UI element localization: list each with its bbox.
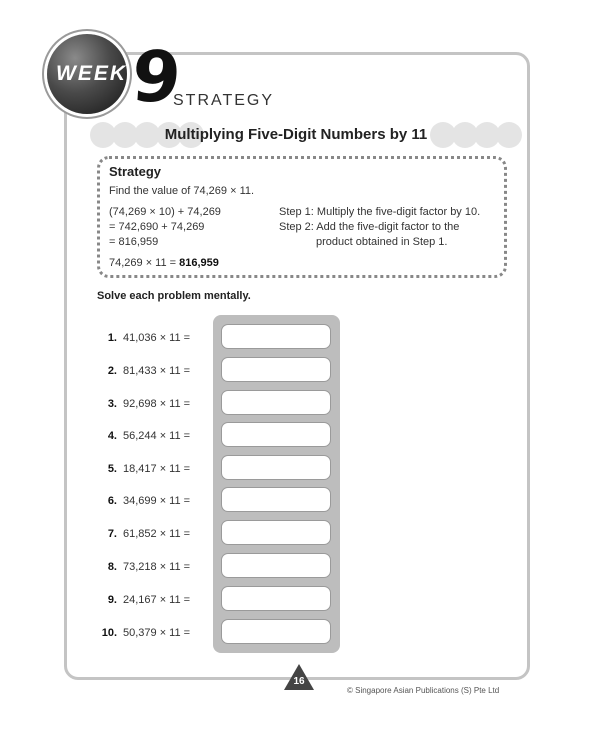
strategy-heading: Strategy: [109, 164, 162, 179]
problem-item: [95, 324, 215, 349]
problem-item: [95, 390, 215, 415]
section-label: STRATEGY: [173, 92, 275, 109]
problem-item: [95, 455, 215, 480]
problem-item: [95, 553, 215, 578]
answer-box[interactable]: [221, 390, 331, 415]
problem-expression: 92,698 × 11 =: [123, 398, 191, 410]
answer-box[interactable]: [221, 619, 331, 644]
problem-item: [95, 520, 215, 545]
problem-number: 6.: [107, 495, 117, 507]
problem-number: 8.: [107, 561, 117, 573]
week-number: 9: [129, 36, 184, 118]
answer-box[interactable]: [221, 357, 331, 382]
strategy-result: [109, 257, 219, 270]
step-2-continued: product obtained in Step 1.: [316, 236, 448, 248]
work-line-1: (74,269 × 10) + 74,269: [109, 206, 221, 218]
problem-expression: 61,852 × 11 =: [123, 528, 191, 540]
problem-expression: 73,218 × 11 =: [123, 561, 191, 573]
problem-expression: 56,244 × 11 =: [123, 430, 191, 442]
problem-number: 7.: [107, 528, 117, 540]
week-label: WEEK: [56, 62, 127, 85]
result-value: 816,959: [179, 257, 219, 269]
answer-box[interactable]: [221, 422, 331, 447]
problem-item: [95, 586, 215, 611]
problem-number: 2.: [107, 365, 117, 377]
problem-expression: 18,417 × 11 =: [123, 463, 191, 475]
problem-item: [95, 487, 215, 512]
result-expression: 74,269 × 11 =: [109, 257, 180, 269]
problem-expression: 24,167 × 11 =: [123, 594, 191, 606]
work-line-2: = 742,690 + 74,269: [109, 221, 205, 233]
answer-box[interactable]: [221, 487, 331, 512]
step-2: Step 2: Add the five-digit factor to the: [279, 221, 460, 233]
answer-box[interactable]: [221, 455, 331, 480]
work-line-3: = 816,959: [109, 236, 159, 248]
problem-expression: 50,379 × 11 =: [123, 627, 191, 639]
problem-number: 3.: [107, 398, 117, 410]
strategy-prompt: Find the value of 74,269 × 11.: [109, 185, 255, 197]
problem-item: [95, 619, 215, 644]
copyright: © Singapore Asian Publications (S) Pte Ltd: [347, 686, 500, 695]
problem-number: 4.: [107, 430, 117, 442]
problem-number: 5.: [107, 463, 117, 475]
problem-expression: 81,433 × 11 =: [123, 365, 191, 377]
answer-box[interactable]: [221, 520, 331, 545]
answer-box[interactable]: [221, 586, 331, 611]
answer-box[interactable]: [221, 324, 331, 349]
page-title: Multiplying Five-Digit Numbers by 11: [164, 126, 428, 143]
problem-expression: 34,699 × 11 =: [123, 495, 191, 507]
problem-number: 10.: [101, 627, 117, 639]
instruction: Solve each problem mentally.: [97, 290, 251, 302]
problem-item: [95, 357, 215, 382]
step-1: Step 1: Multiply the five-digit factor by 10.: [279, 206, 481, 218]
problem-item: [95, 422, 215, 447]
problem-expression: 41,036 × 11 =: [123, 332, 191, 344]
problem-number: 1.: [107, 332, 117, 344]
problem-number: 9.: [107, 594, 117, 606]
page-number: 16: [293, 676, 305, 687]
answer-box[interactable]: [221, 553, 331, 578]
